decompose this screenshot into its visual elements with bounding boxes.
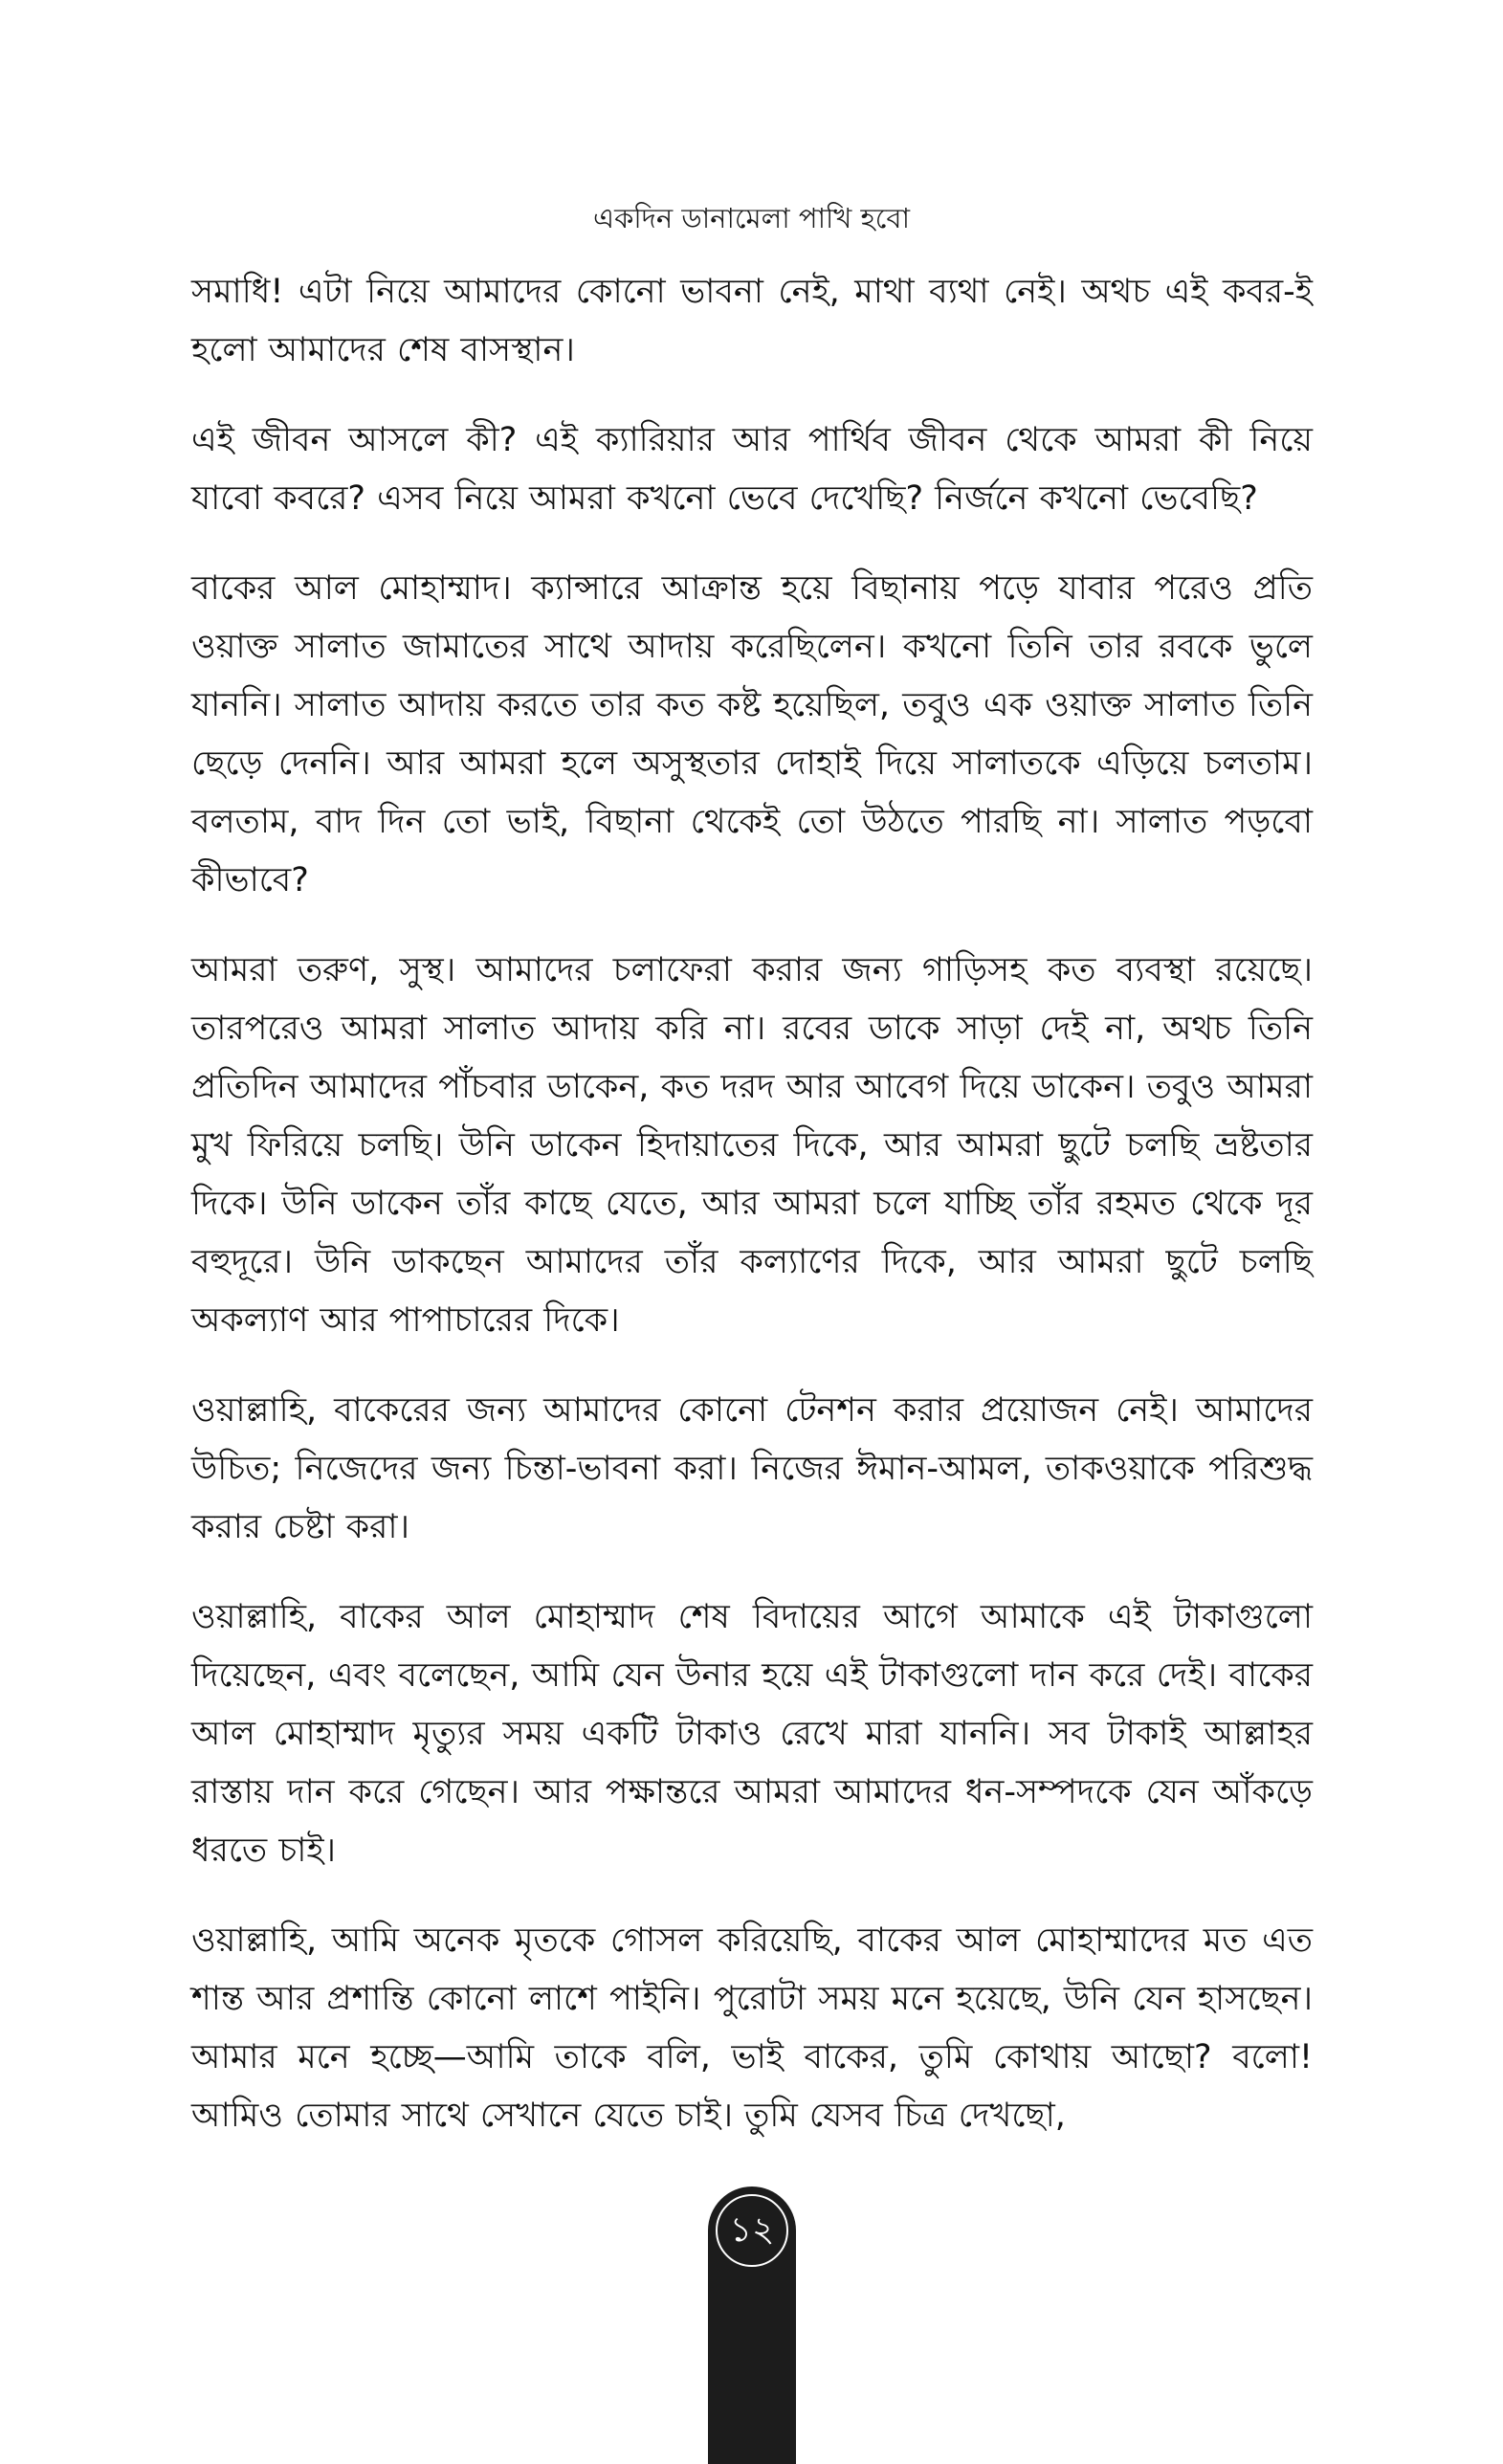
paragraph-1: সমাধি! এটা নিয়ে আমাদের কোনো ভাবনা নেই, মাথা ব্যথা নেই। অথচ এই কবর-ই হলো আমাদের শেষ বাসস্থান।: [191, 273, 1313, 369]
paragraph-3: বাকের আল মোহাম্মাদ। ক্যান্সারে আক্রান্ত হয়ে বিছানায় পড়ে যাবার পরেও প্রতি ওয়াক্ত সালাত জামাতের সাথে আদায় করেছিলেন। কখনো তিনি তার রবকে ভুলে যাননি। সালাত আদায় করতে তার কত কষ্ট হয়েছিল, তবুও এক ওয়াক্ত সালাত তিনি ছেড়ে দেননি। আর আমরা হলে অসুস্থতার দোহাই দিয়ে সালাতকে এড়িয়ে চলতাম। বলতাম, বাদ দিন তো ভাই, বিছানা থেকেই তো উঠতে পারছি না। সালাত পড়বো কীভাবে?: [191, 569, 1313, 899]
page-number-tab: [708, 2187, 796, 2464]
page-body: [191, 263, 1313, 2177]
paragraph-4: আমরা তরুণ, সুস্থ। আমাদের চলাফেরা করার জন্য গাড়িসহ কত ব্যবস্থা রয়েছে। তারপরেও আমরা সালাত আদায় করি না। রবের ডাকে সাড়া দেই না, অথচ তিনি প্রতিদিন আমাদের পাঁচবার ডাকেন, কত দরদ আর আবেগ দিয়ে ডাকেন। তবুও আমরা মুখ ফিরিয়ে চলছি। উনি ডাকেন হিদায়াতের দিকে, আর আমরা ছুটে চলছি ভ্রষ্টতার দিকে। উনি ডাকেন তাঁর কাছে যেতে, আর আমরা চলে যাচ্ছি তাঁর রহমত থেকে দূর বহুদূরে। উনি ডাকছেন আমাদের তাঁর কল্যাণের দিকে, আর আমরা ছুটে চলছি অকল্যাণ আর পাপাচারের দিকে।: [191, 951, 1313, 1340]
page-number: ১২: [729, 2210, 775, 2250]
paragraph-6: ওয়াল্লাহি, বাকের আল মোহাম্মাদ শেষ বিদায়ের আগে আমাকে এই টাকাগুলো দিয়েছেন, এবং বলেছেন, আমি যেন উনার হয়ে এই টাকাগুলো দান করে দেই। বাকের আল মোহাম্মাদ মৃত্যুর সময় একটি টাকাও রেখে মারা যাননি। সব টাকাই আল্লাহর রাস্তায় দান করে গেছেন। আর পক্ষান্তরে আমরা আমাদের ধন-সম্পদকে যেন আঁকড়ে ধরতে চাই।: [191, 1598, 1313, 1870]
paragraph-2: এই জীবন আসলে কী? এই ক্যারিয়ার আর পার্থিব জীবন থেকে আমরা কী নিয়ে যাবো কবরে? এসব নিয়ে আমরা কখনো ভেবে দেখেছি? নির্জনে কখনো ভেবেছি?: [191, 421, 1313, 518]
running-header: একদিন ডানামেলা পাখি হবো: [593, 202, 910, 234]
paragraph-7: ওয়াল্লাহি, আমি অনেক মৃতকে গোসল করিয়েছি, বাকের আল মোহাম্মাদের মত এত শান্ত আর প্রশান্তি কোনো লাশে পাইনি। পুরোটা সময় মনে হয়েছে, উনি যেন হাসছেন। আমার মনে হচ্ছে—আমি তাকে বলি, ভাই বাকের, তুমি কোথায় আছো? বলো! আমিও তোমার সাথে সেখানে যেতে চাই। তুমি যেসব চিত্র দেখছো,: [191, 1921, 1313, 2135]
paragraph-5: ওয়াল্লাহি, বাকেরের জন্য আমাদের কোনো টেনশন করার প্রয়োজন নেই। আমাদের উচিত; নিজেদের জন্য চিন্তা-ভাবনা করা। নিজের ঈমান-আমল, তাকওয়াকে পরিশুদ্ধ করার চেষ্টা করা।: [191, 1391, 1313, 1546]
page-number-ring: [716, 2194, 788, 2267]
